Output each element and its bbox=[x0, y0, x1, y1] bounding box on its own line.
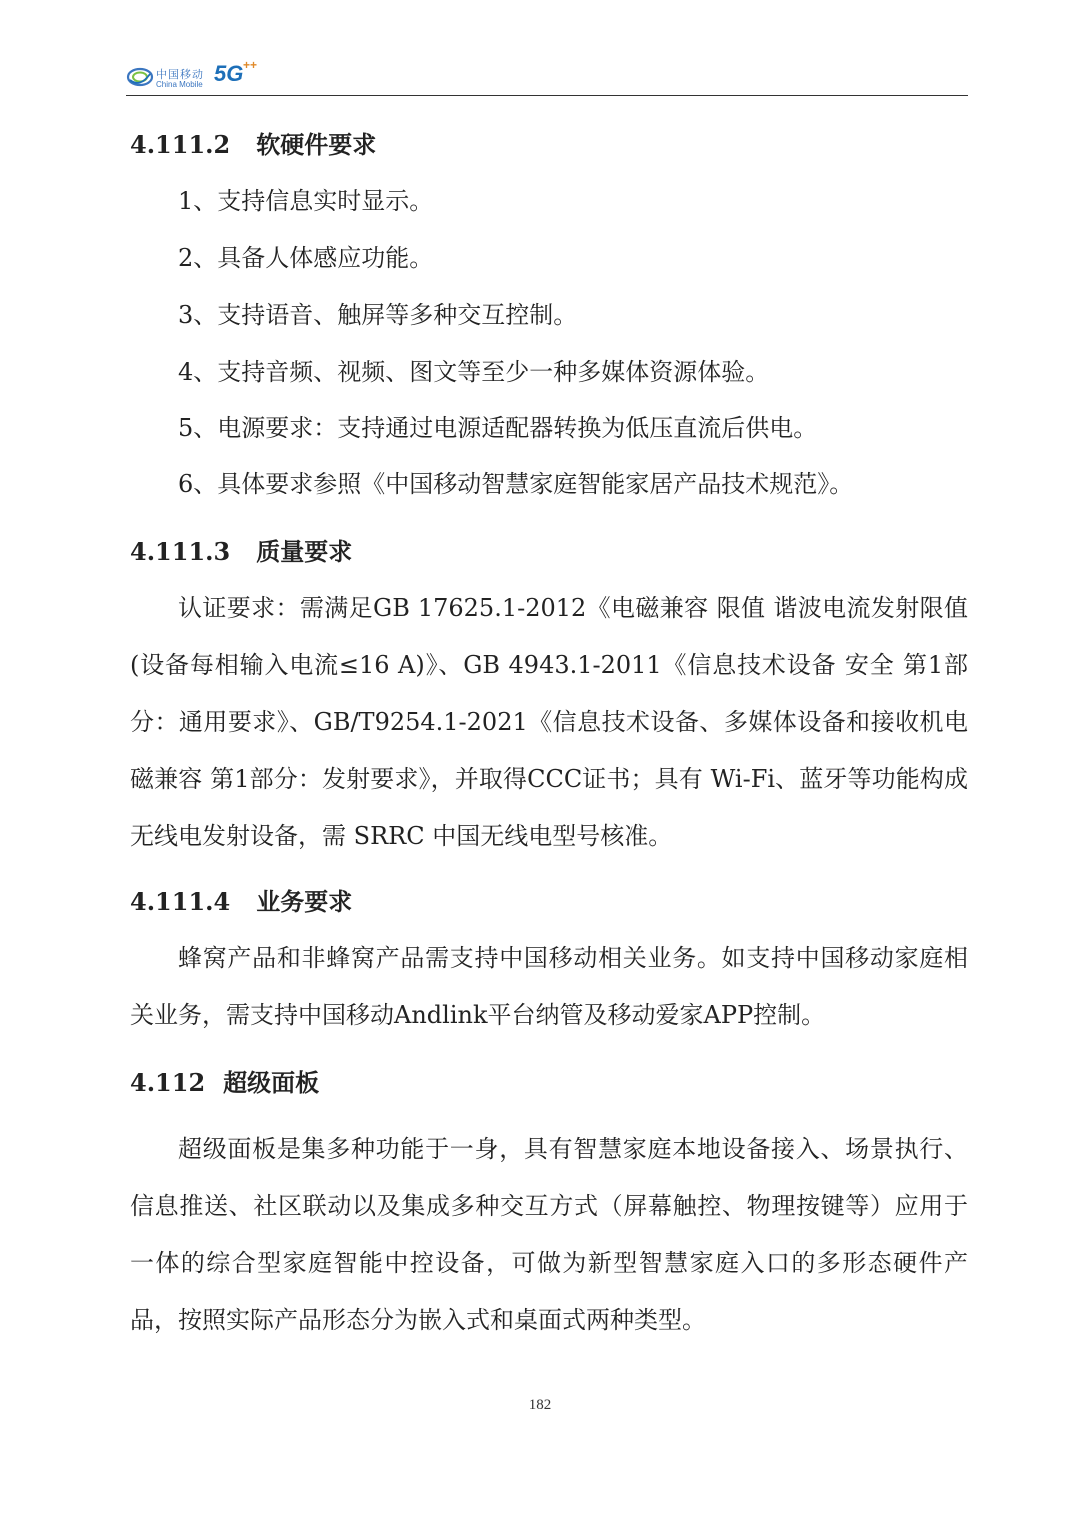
section-title: 质量要求 bbox=[256, 537, 353, 566]
section-heading-4-111-4 bbox=[130, 887, 968, 917]
section-number: 4.112 bbox=[130, 1068, 206, 1097]
header-divider bbox=[126, 95, 968, 96]
list-item: 2、具备人体感应功能。 bbox=[178, 244, 434, 272]
china-mobile-swirl-icon bbox=[126, 64, 154, 90]
section-number: 4.111.3 bbox=[130, 537, 231, 566]
logo-5g-text: 5G bbox=[214, 61, 244, 86]
section-heading-4-111-3 bbox=[130, 537, 968, 567]
logo-english-text: China Mobile bbox=[156, 80, 203, 89]
section-title: 超级面板 bbox=[223, 1068, 320, 1097]
section-heading-4-111-2 bbox=[130, 130, 968, 160]
section-number: 4.111.4 bbox=[130, 887, 231, 916]
list-item: 1、支持信息实时显示。 bbox=[178, 187, 434, 215]
list-item: 4、支持音频、视频、图文等至少一种多媒体资源体验。 bbox=[178, 358, 770, 386]
quality-requirements-paragraph: 认证要求：需满足GB 17625.1-2012《电磁兼容 限值 谐波电流发射限值(设备每相输入电流≤16 A)》、GB 4943.1-2011《信息技术设备 安全 第1部分：通用要求》、GB/T9254.1-2021《信息技术设备、多媒体设备和接收机电磁兼容 第1部分：发射要求》，并取得CCC证书；具有 Wi-Fi、蓝牙等功能构成无线电发射设备，需 SRRC 中国无线电型号核准。 bbox=[130, 594, 968, 850]
logo-chinese-text: 中国移动 bbox=[156, 68, 204, 81]
business-requirements-paragraph: 蜂窝产品和非蜂窝产品需支持中国移动相关业务。如支持中国移动家庭相关业务，需支持中国移动Andlink平台纳管及移动爱家APP控制。 bbox=[130, 944, 968, 1029]
section-title: 业务要求 bbox=[256, 887, 353, 916]
section-title: 软硬件要求 bbox=[256, 130, 377, 159]
page-number: 182 bbox=[528, 1397, 552, 1413]
page-header bbox=[126, 56, 968, 96]
china-mobile-logo bbox=[126, 58, 266, 94]
section-number: 4.111.2 bbox=[130, 130, 231, 159]
list-item: 6、具体要求参照《中国移动智慧家庭智能家居产品技术规范》。 bbox=[178, 470, 854, 498]
list-item: 3、支持语音、触屏等多种交互控制。 bbox=[178, 301, 578, 329]
list-item: 5、电源要求：支持通过电源适配器转换为低压直流后供电。 bbox=[178, 414, 818, 442]
super-panel-paragraph: 超级面板是集多种功能于一身，具有智慧家庭本地设备接入、场景执行、信息推送、社区联动以及集成多种交互方式（屏幕触控、物理按键等）应用于一体的综合型家庭智能中控设备，可做为新型智慧家庭入口的多形态硬件产品，按照实际产品形态分为嵌入式和桌面式两种类型。 bbox=[130, 1135, 968, 1334]
logo-plus-text: ++ bbox=[243, 58, 258, 72]
section-heading-4-112 bbox=[130, 1068, 968, 1098]
